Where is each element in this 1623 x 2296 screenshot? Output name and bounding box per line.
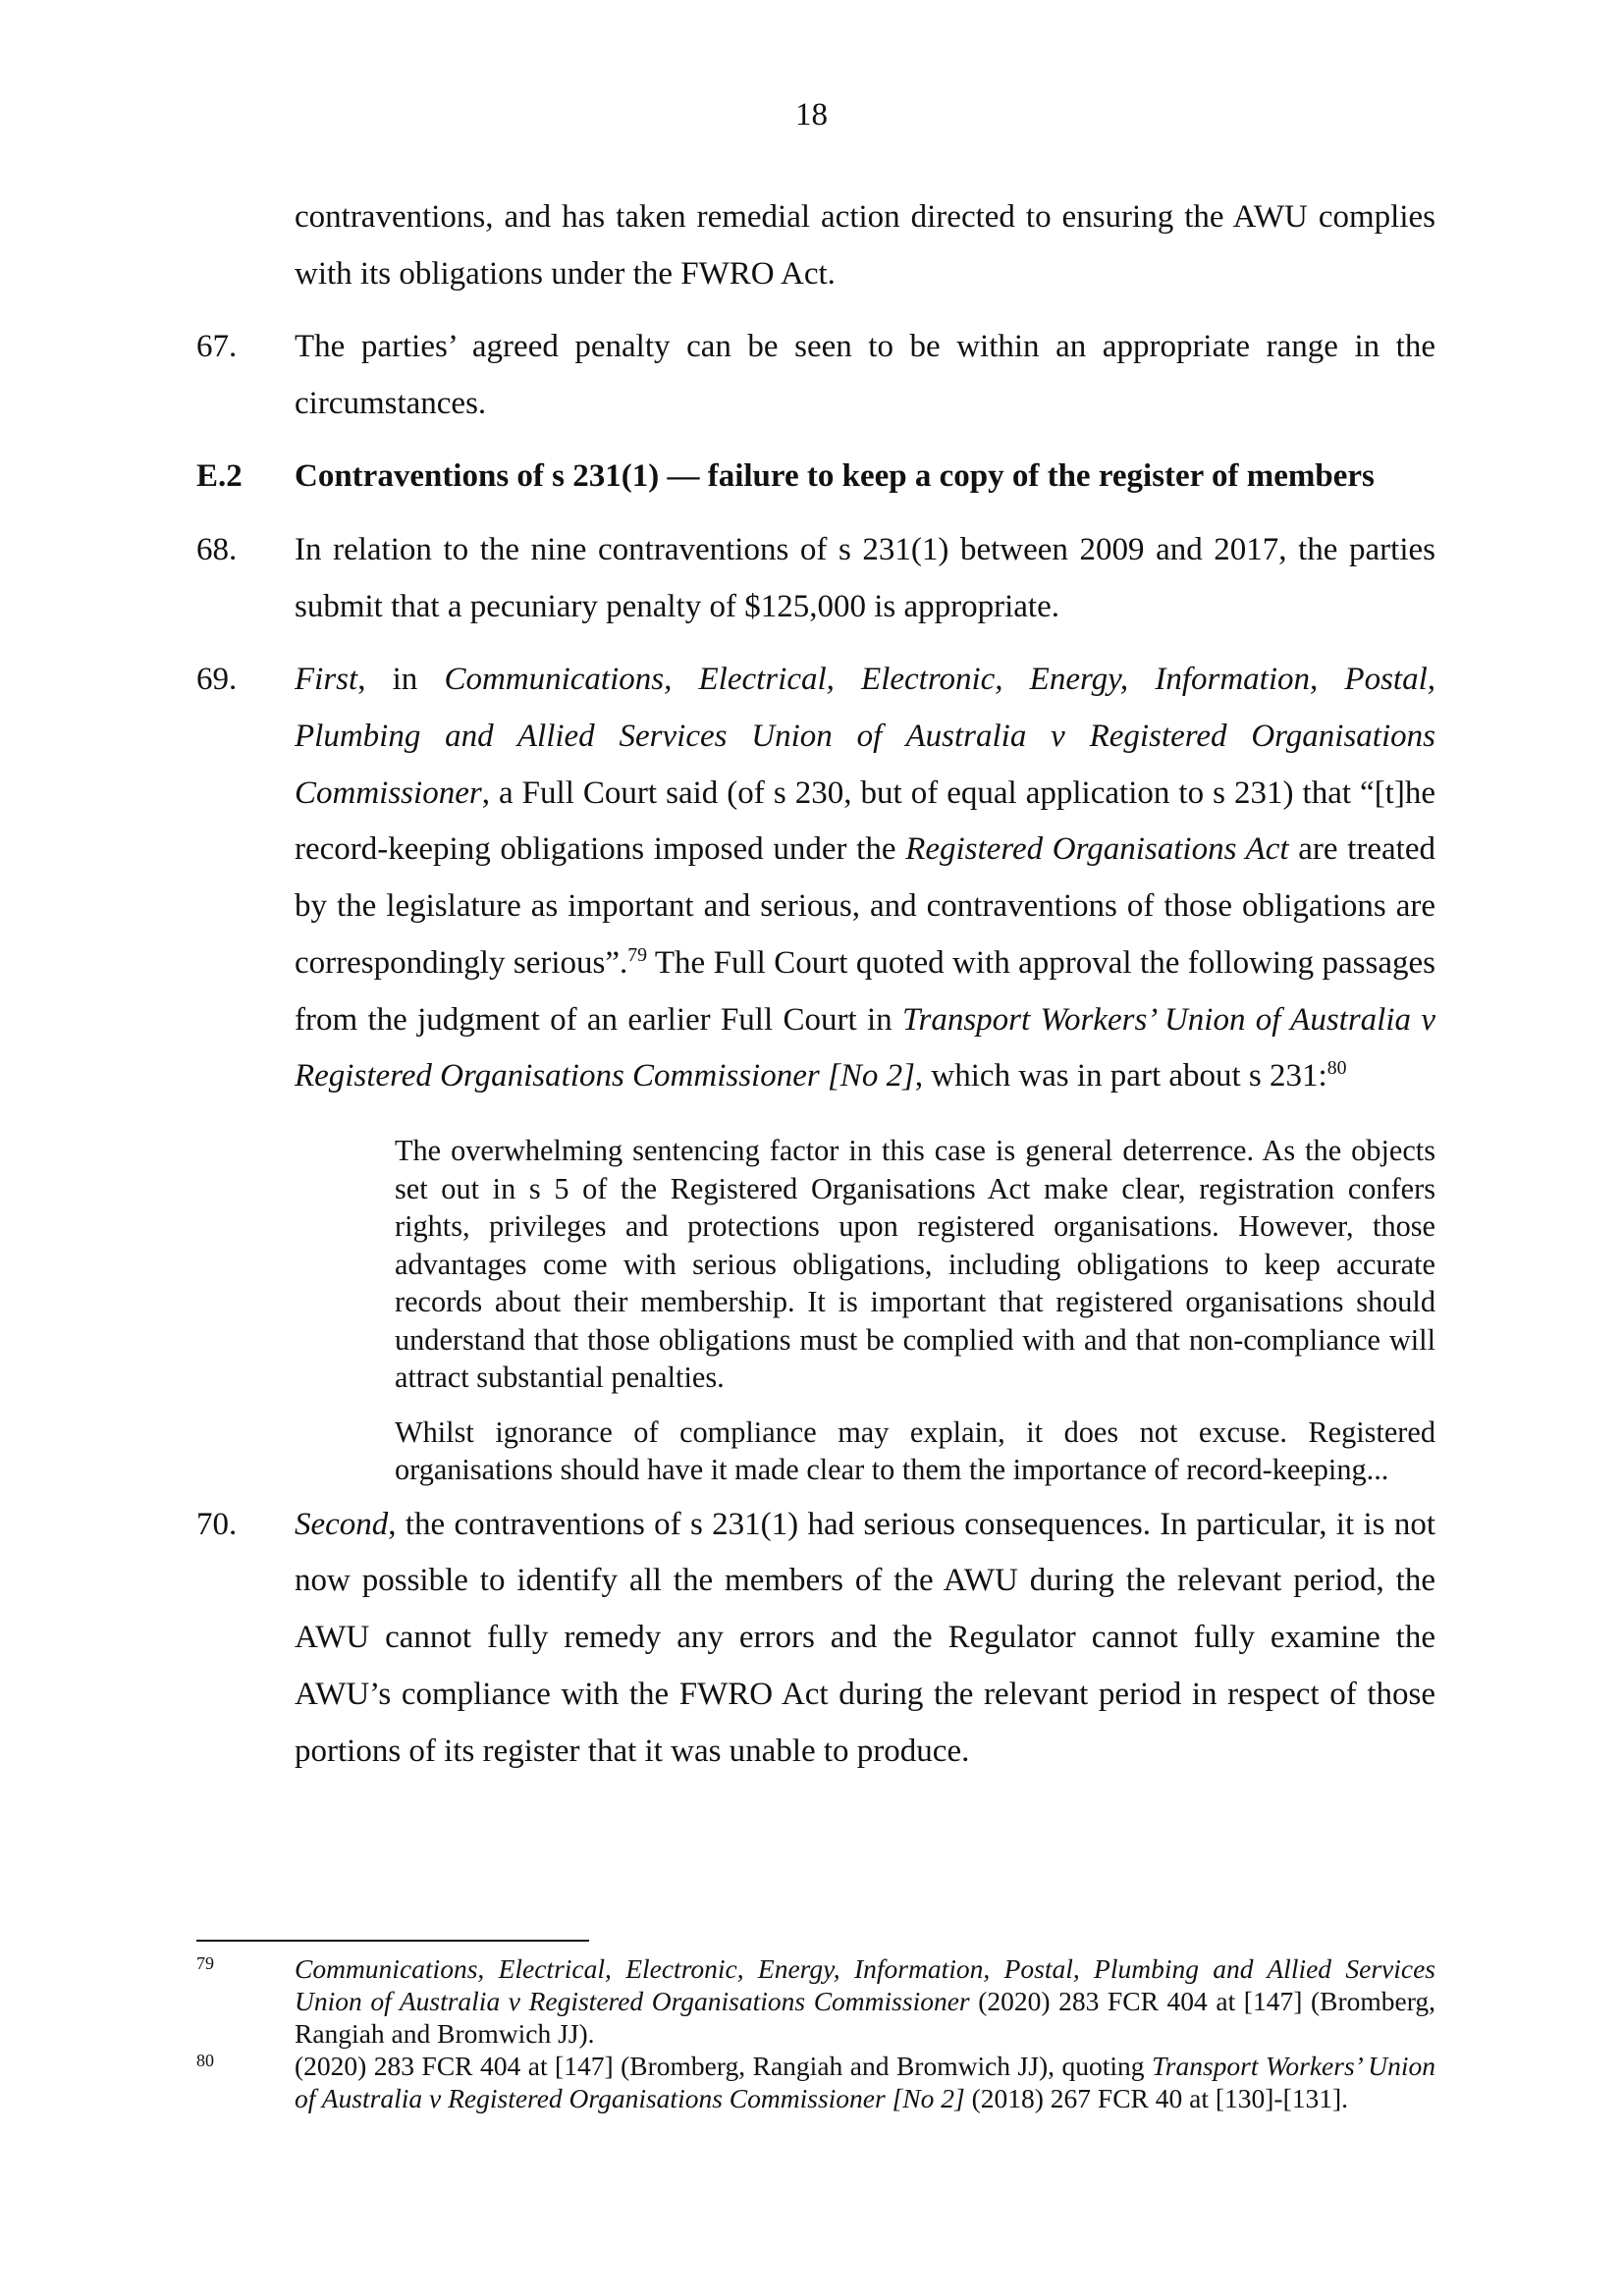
footnote-number: 79 (196, 1953, 214, 1973)
text-segment: The Full Court quoted with approval the following passages from the judgment of an earlier Full Court in (295, 944, 1435, 1038)
block-quote (395, 1132, 1435, 1489)
paragraph-text: The parties’ agreed penalty can be seen to be within an appropriate range in the circumstances. (295, 329, 1435, 421)
quote-paragraph: Whilst ignorance of compliance may explain, it does not excuse. Registered organisations should have it made clear to them the importance of record-keeping... (395, 1415, 1435, 1486)
section-number: E.2 (196, 458, 243, 495)
footnote-80 (196, 2050, 1435, 2114)
case-citation: Transport Workers’ Union of Australia v Registered Organisations Commissioner [No 2] (295, 1001, 1435, 1095)
paragraph-text (295, 1497, 1435, 1781)
paragraph-number: 68. (196, 531, 238, 567)
paragraph-67 (196, 319, 1435, 433)
act-title: Registered Organisations Act (905, 831, 1289, 868)
footnote-separator (196, 1940, 589, 1942)
paragraph-continuation: contraventions, and has taken remedial action directed to ensuring the AWU complies with its obligations under the FWRO Act. (295, 199, 1435, 292)
section-heading-e2 (196, 449, 1435, 506)
text-segment: are treated by the legislature as important and serious, and contraventions of those obligations are correspondingly serious”. (295, 831, 1435, 981)
footnotes (196, 1952, 1435, 2114)
paragraph-number: 67. (196, 329, 238, 365)
paragraph-text: In relation to the nine contraventions of s 231(1) between 2009 and 2017, the parties submit that a pecuniary penalty of $125,000 is appropriate. (295, 531, 1435, 624)
case-citation: Transport Workers’ Union of Australia v Registered Organisations Commissioner [No 2] (295, 2051, 1435, 2113)
paragraph-number: 70. (196, 1506, 238, 1542)
text-segment: (2018) 267 FCR 40 at [130]-[131]. (964, 2083, 1349, 2113)
paragraph-70 (196, 1497, 1435, 1781)
text-segment: (2020) 283 FCR 404 at [147] (Bromberg, Rangiah and Bromwich JJ), quoting (295, 2051, 1152, 2081)
footnote-reference-79: 79 (627, 943, 648, 966)
document-body (196, 189, 1435, 1796)
text-segment: , which was in part about s 231: (914, 1058, 1327, 1095)
emphasis-text: Second (295, 1506, 389, 1542)
paragraph-number: 69. (196, 662, 238, 697)
text-segment: (2020) 283 FCR 404 at [147] (Bromberg, Rangiah and Bromwich JJ). (295, 1986, 1436, 2049)
text-segment: , the contraventions of s 231(1) had serious consequences. In particular, it is not now possible to identify all the members of the AWU during the relevant period, the AWU cannot fully remedy any errors and the Regulator cannot fully examine the AWU’s compliance with the FWRO Act during the relevant period in respect of those portions of its register that it was unable to produce. (295, 1506, 1435, 1769)
paragraph-69 (196, 652, 1435, 1105)
paragraph-text (295, 652, 1435, 1105)
footnote-number: 80 (196, 2051, 214, 2070)
text-segment: , a Full Court said (of s 230, but of equal application to s 231) that “[t]he record-keeping obligations imposed under the (295, 774, 1435, 868)
case-citation: Communications, Electrical, Electronic, Energy, Information, Postal, Plumbing and Allied Services Union of Australia v Registered Organisations Commissioner (295, 662, 1435, 811)
paragraph-68 (196, 522, 1435, 636)
case-citation: Communications, Electrical, Electronic, Energy, Information, Postal, Plumbing and Allied Services Union of Australia v Registered Organisations Commissioner (295, 1953, 1435, 2016)
footnote-text (295, 1952, 1435, 2050)
footnote-reference-80: 80 (1326, 1057, 1347, 1080)
section-title: Contraventions of s 231(1) — failure to keep a copy of the register of members (295, 458, 1375, 495)
footnote-text (295, 2050, 1435, 2114)
quote-paragraph: The overwhelming sentencing factor in this case is general deterrence. As the objects set out in s 5 of the Registered Organisations Act make clear, registration confers rights, privileges and protections upon registered organisations. However, those advantages come with serious obligations, including obligations to keep accurate records about their membership. It is important that registered organisations should understand that those obligations must be complied with and that non-compliance will attract substantial penalties. (395, 1134, 1435, 1394)
footnote-79 (196, 1952, 1435, 2050)
page-number: 18 (795, 97, 828, 133)
emphasis-text: First (295, 662, 358, 697)
text-segment: , in (357, 662, 445, 697)
